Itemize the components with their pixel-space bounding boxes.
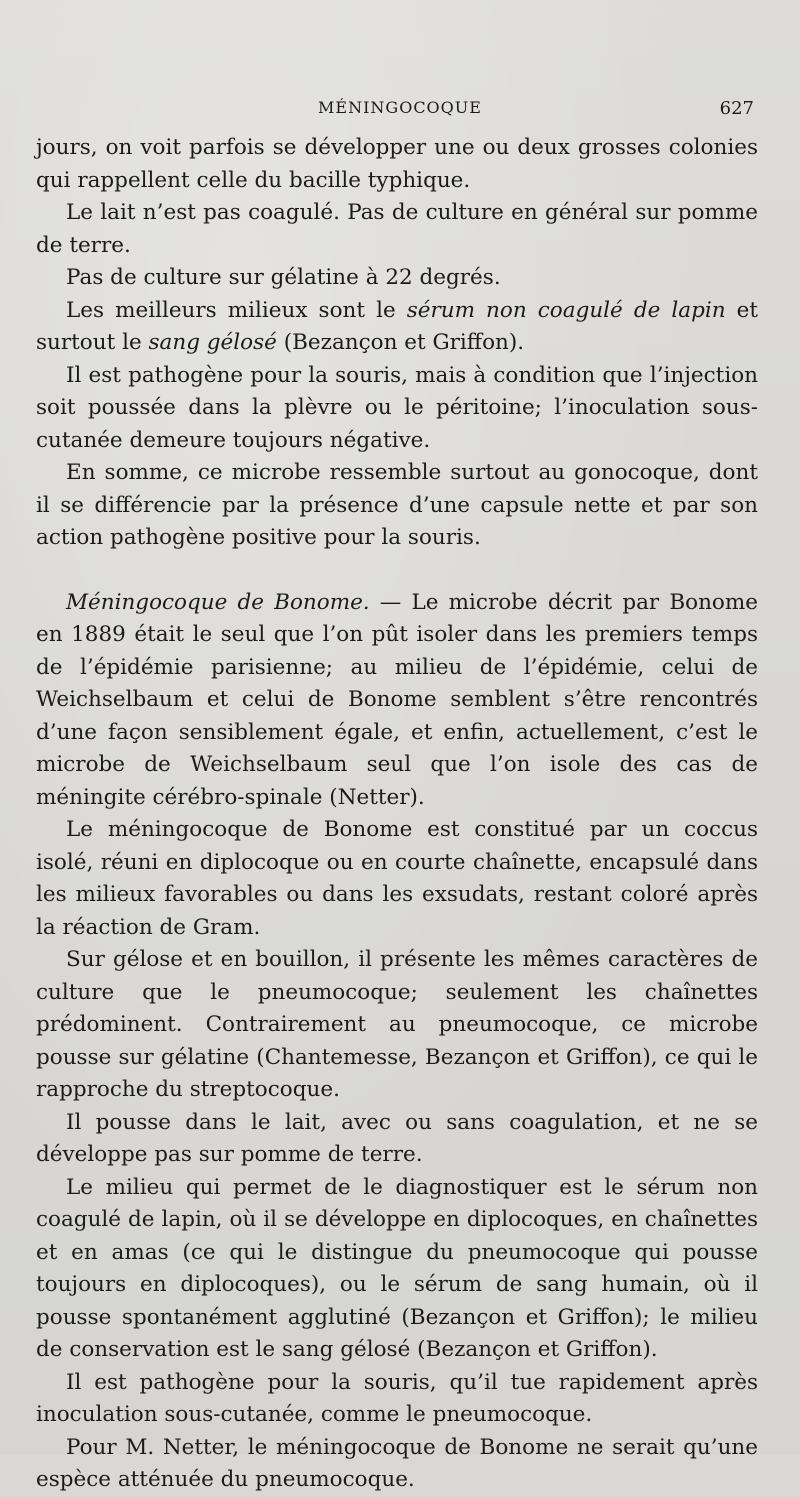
paragraph: [36, 587, 758, 815]
page-number: 627: [719, 98, 754, 119]
running-head: [0, 96, 800, 120]
text-span: Les meilleurs milieux sont le: [66, 297, 407, 323]
text-span: Le méningocoque de Bonome est constitué par un coccus isolé, réuni en diplocoque ou en courte chaînette, encapsulé dans les milieux favorables ou dans les exsudats, restant coloré après la réaction de Gram.: [36, 817, 758, 940]
italic-text: sang gélosé: [148, 330, 277, 355]
running-title: MÉNINGOCOQUE: [318, 98, 482, 117]
paragraph: [36, 944, 758, 1107]
paragraph: [36, 132, 758, 197]
text-span: En somme, ce microbe ressemble surtout au gonocoque, dont il se différencie par la présence d’une capsule nette et par son action pathogène positive pour la souris.: [36, 460, 758, 550]
text-span: Il est pathogène pour la souris, qu’il tue rapidement après inoculation sous-cutanée, comme le pneumocoque.: [36, 1369, 758, 1427]
paragraph: [36, 1432, 758, 1497]
text-span: — Le microbe décrit par Bonome en 1889 était le seul que l’on pût isoler dans les premiers temps de l’épidémie parisienne; au milieu de l’épidémie, celui de Weichselbaum et celui de Bonome semblent s’être rencontrés d’une façon sensiblement égale, et enfin, actuellement, c’est le microbe de Weichselbaum seul que l’on isole des cas de méningite cérébro-spinale (Netter).: [36, 589, 758, 810]
text-span: Il pousse dans le lait, avec ou sans coagulation, et ne se développe pas sur pomme de terre.: [36, 1109, 758, 1167]
paragraph: [36, 262, 758, 295]
paragraph: [36, 1367, 758, 1432]
paragraph: [36, 1172, 758, 1367]
italic-text: Méningocoque de Bonome.: [66, 589, 370, 615]
text-span: Il est pathogène pour la souris, mais à condition que l’injection soit poussée dans la plèvre ou le péritoine; l’inoculation sous-cutanée demeure toujours négative.: [36, 362, 758, 453]
text-span: Sur gélose et en bouillon, il présente les mêmes caractères de culture que le pneumocoque; seulement les chaînettes prédominent. Contrairement au pneumocoque, ce microbe pousse sur gélatine (Chantemesse, Bezançon et Griffon), ce qui le rapproche du streptocoque.: [36, 947, 758, 1102]
paragraph: [36, 457, 758, 555]
paragraph: [36, 814, 758, 944]
body-text: [36, 132, 758, 1497]
italic-text: sérum non coagulé de lapin: [406, 297, 726, 323]
paragraph: [36, 1107, 758, 1172]
text-span: Le lait n’est pas coagulé. Pas de culture en général sur pomme de terre.: [36, 200, 758, 258]
text-span: et surtout le: [36, 297, 758, 355]
paragraph: [36, 197, 758, 262]
paragraph: [36, 360, 758, 458]
text-span: Pas de culture sur gélatine à 22 degrés.: [66, 265, 501, 290]
paragraph: [36, 295, 758, 360]
text-span: Le milieu qui permet de le diagnostiquer est le sérum non coagulé de lapin, où il se développe en diplocoques, en chaînettes et en amas (ce qui le distingue du pneumocoque qui pousse toujours en diplocoques), ou le sérum de sang humain, où il pousse spontanément agglutiné (Bezançon et Griffon); le milieu de conservation est le sang gélosé (Bezançon et Griffon).: [36, 1174, 758, 1362]
text-span: jours, on voit parfois se développer une ou deux grosses colonies qui rappellent celle du bacille typhique.: [36, 135, 758, 193]
text-span: Pour M. Netter, le méningocoque de Bonome ne serait qu’une espèce atténuée du pneumocoque.: [36, 1434, 758, 1492]
text-span: (Bezançon et Griffon).: [276, 330, 525, 355]
